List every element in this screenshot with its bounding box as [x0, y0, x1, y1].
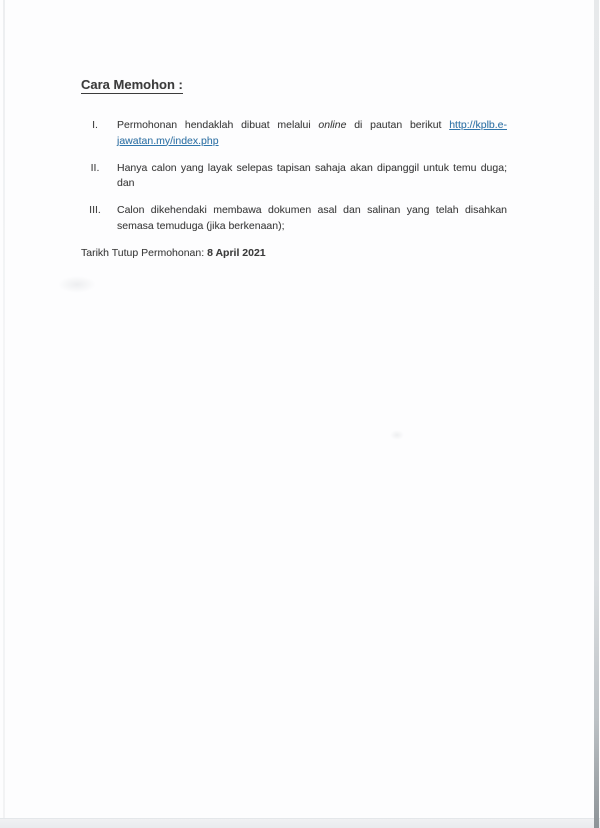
- online-italic-text: online: [318, 119, 347, 131]
- scan-smudge: [390, 430, 404, 440]
- list-item: [81, 203, 507, 234]
- list-item-numeral: III.: [89, 204, 101, 216]
- section-heading: [81, 77, 507, 92]
- list-item-text: Hanya calon yang layak selepas tapisan sahaja akan dipanggil untuk temu duga; dan: [117, 161, 507, 189]
- list-item-numeral: I.: [92, 119, 98, 131]
- list-item-text: Calon dikehendaki membawa dokumen asal dan salinan yang telah disahkan semasa temuduga (jika berkenaan);: [117, 204, 507, 232]
- list-item: [81, 118, 507, 149]
- item1-lead-text: Permohonan hendaklah dibuat melalui: [117, 119, 319, 131]
- list-item: [81, 161, 507, 192]
- scan-smudge: [58, 276, 96, 293]
- item1-mid-text: di pautan berikut: [346, 119, 450, 131]
- section-heading-text: Cara Memohon :: [81, 77, 183, 92]
- closing-date-line: [81, 246, 507, 261]
- page-edge-bottom: [0, 818, 600, 828]
- list-item-numeral: II.: [90, 161, 100, 174]
- closing-date-label: Tarikh Tutup Permohonan:: [81, 246, 208, 259]
- page-edge-left: [3, 0, 5, 828]
- list-item-text: [117, 118, 507, 149]
- page-edge-right: [594, 0, 599, 828]
- closing-date-value: 8 April 2021: [207, 246, 266, 259]
- application-url-link[interactable]: http://kplb.e-jawatan.my/index.php: [117, 119, 507, 147]
- document-content: [81, 77, 507, 261]
